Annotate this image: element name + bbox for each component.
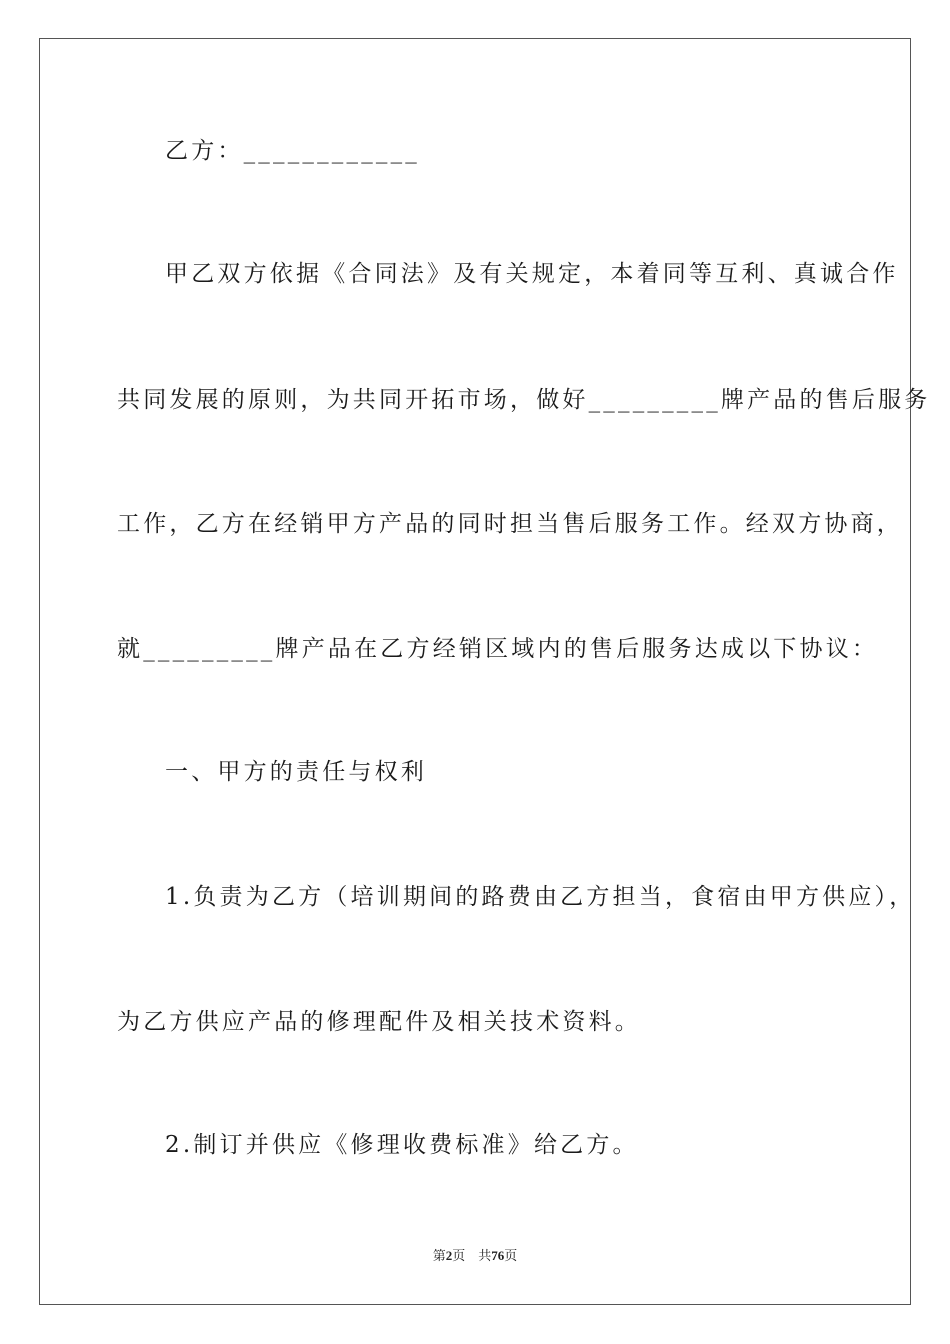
footer-page-suffix: 页 <box>452 1248 466 1263</box>
clause-1-line-2: 为乙方供应产品的修理配件及相关技术资料。 <box>117 1009 641 1035</box>
footer-prefix: 第 <box>432 1248 446 1263</box>
paragraph-line-1: 甲乙双方依据《合同法》及有关规定，本着同等互利、真诚合作 <box>165 261 899 287</box>
paragraph-line-4: 就_________牌产品在乙方经销区域内的售后服务达成以下协议： <box>117 636 879 662</box>
footer-total-suffix: 页 <box>504 1248 518 1263</box>
page-frame <box>39 38 911 1305</box>
footer-total-prefix: 共 <box>478 1248 492 1263</box>
footer-current-page: 2 <box>445 1248 453 1263</box>
footer-total-pages: 76 <box>491 1248 505 1263</box>
paragraph-line-2: 共同发展的原则，为共同开拓市场，做好_________牌产品的售后服务 <box>117 387 931 413</box>
clause-1-line-1: 1.负责为乙方（培训期间的路费由乙方担当，食宿由甲方供应）， <box>165 884 916 910</box>
clause-2-line: 2.制订并供应《修理收费标准》给乙方。 <box>165 1132 639 1158</box>
page-footer <box>0 1245 950 1264</box>
paragraph-line-3: 工作，乙方在经销甲方产品的同时担当售后服务工作。经双方协商， <box>117 511 903 537</box>
party-b-line: 乙方：____________ <box>165 138 420 164</box>
section-heading-1: 一、甲方的责任与权利 <box>165 759 427 785</box>
